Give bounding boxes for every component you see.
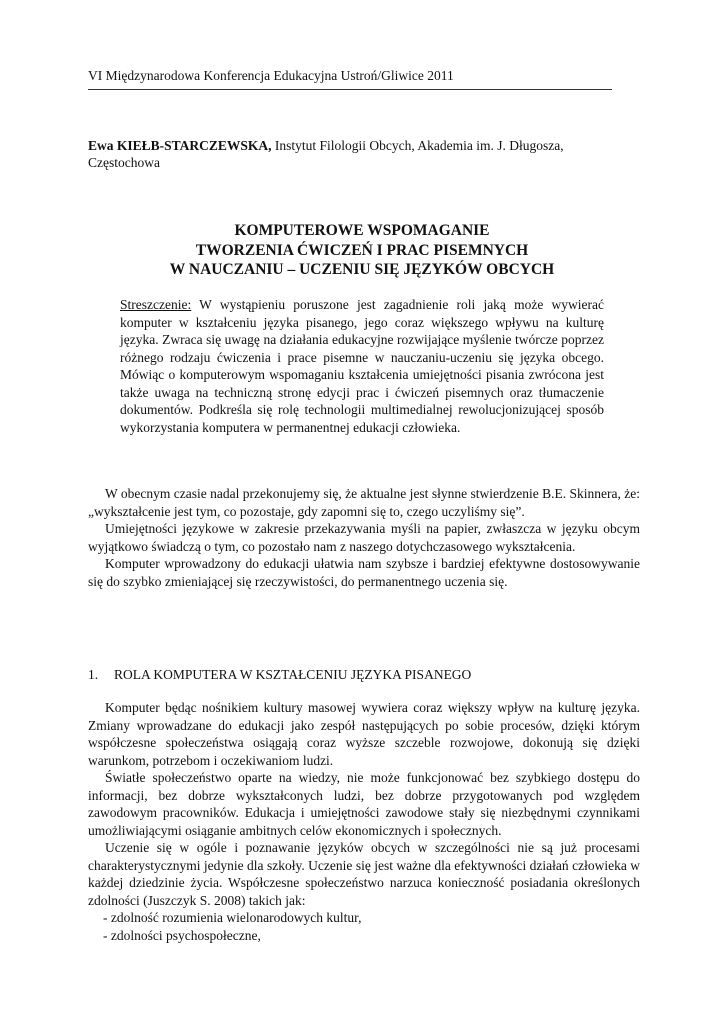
intro-paragraph-2: Umiejętności językowe w zakresie przekazywania myśli na papier, zwłaszcza w języku obcym wyjątkowo świadczą o tym, co pozostało nam z naszego dotychczasowego wykształcenia. (88, 521, 640, 554)
paper-title (88, 221, 636, 280)
abstract-text: W wystąpieniu poruszone jest zagadnienie roli jaką może wywierać komputer w kształceniu języka pisanego, jego coraz większego wpływu na kulturę języka. Zwraca się uwagę na działania edukacyjne rozwijające myślenie twórcze poprzez różnego rodzaju ćwiczenia i prace pisemne w nauczaniu-uczeniu się języka obcego. Mówiąc o komputerowym wspomaganiu kształcenia umiejętności pisania zwrócona jest także uwaga na techniczną stronę edycji prac i ćwiczeń pisemnych oraz tłumaczenie dokumentów. Podkreśla się rolę technologii multimedialnej rewolucjonizującej sposób wykorzystania komputera w permanentnej edukacji człowieka. (120, 297, 604, 435)
title-line-1: KOMPUTEROWE WSPOMAGANIE (234, 222, 490, 239)
introduction (88, 485, 640, 590)
author-line (88, 137, 606, 171)
section-paragraph-2: Światłe społeczeństwo oparte na wiedzy, nie może funkcjonować bez szybkiego dostępu do informacji, bez dobrze wykształconych ludzi, bez dobrze przygotowanych pod względem zawodowym pracowników. Edukacja i umiejętności zawodowe stały się niezbędnymi czynnikami umożliwiającymi osiąganie ambitnych celów ekonomicznych i społecznych. (88, 770, 640, 838)
section-title: ROLA KOMPUTERA W KSZTAŁCENIU JĘZYKA PISANEGO (114, 667, 472, 682)
author-affiliation: Instytut Filologii Obcych, Akademia im. J. Długosza, Częstochowa (88, 138, 564, 170)
title-line-3: W NAUCZANIU – UCZENIU SIĘ JĘZYKÓW OBCYCH (169, 261, 555, 278)
intro-paragraph-3: Komputer wprowadzony do edukacji ułatwia nam szybsze i bardziej efektywne dostosowywanie się do szybko zmieniającej się rzeczywistości, do permanentnego uczenia się. (88, 556, 640, 589)
section-number: 1. (88, 667, 99, 682)
list-item: - zdolność rozumienia wielonarodowych kultur, (103, 910, 362, 925)
list-item: - zdolności psychospołeczne, (103, 927, 261, 943)
section-paragraph-1: Komputer będąc nośnikiem kultury masowej wywiera coraz większy wpływ na kulturę języka. Zmiany wprowadzane do edukacji jako zespół następujących po sobie procesów, dzięki którym współczesne społeczeństwa osiągają coraz wyższe szczeble rozwojowe, dokonują się dzięki warunkom, potrzebom i oczekiwaniom ludzi. (88, 700, 640, 768)
section-paragraph-3: Uczenie się w ogóle i poznawanie języków obcych w szczególności nie są już procesami charakterystycznymi jedynie dla szkoły. Uczenie się jest ważne dla efektywności działań człowieka w każdej dziedzinie życia. Współczesne społeczeństwo narzuca konieczność posiadania określonych zdolności (Juszczyk S. 2008) takich jak: (88, 840, 640, 908)
author-name: Ewa KIEŁB-STARCZEWSKA, (88, 138, 272, 153)
abstract (120, 296, 604, 436)
abstract-label: Streszczenie: (120, 297, 192, 312)
conference-header: VI Międzynarodowa Konferencja Edukacyjna Ustroń/Gliwice 2011 (88, 68, 612, 90)
title-line-2: TWORZENIA ĆWICZEŃ I PRAC PISEMNYCH (195, 241, 529, 259)
intro-paragraph-1: W obecnym czasie nadal przekonujemy się, że aktualne jest słynne stwierdzenie B.E. Skinnera, że: „wykształcenie jest tym, co pozostaje, gdy zapomni się to, czego uczyliśmy się”. (88, 486, 640, 519)
section-heading (88, 667, 471, 683)
section-body (88, 699, 640, 944)
